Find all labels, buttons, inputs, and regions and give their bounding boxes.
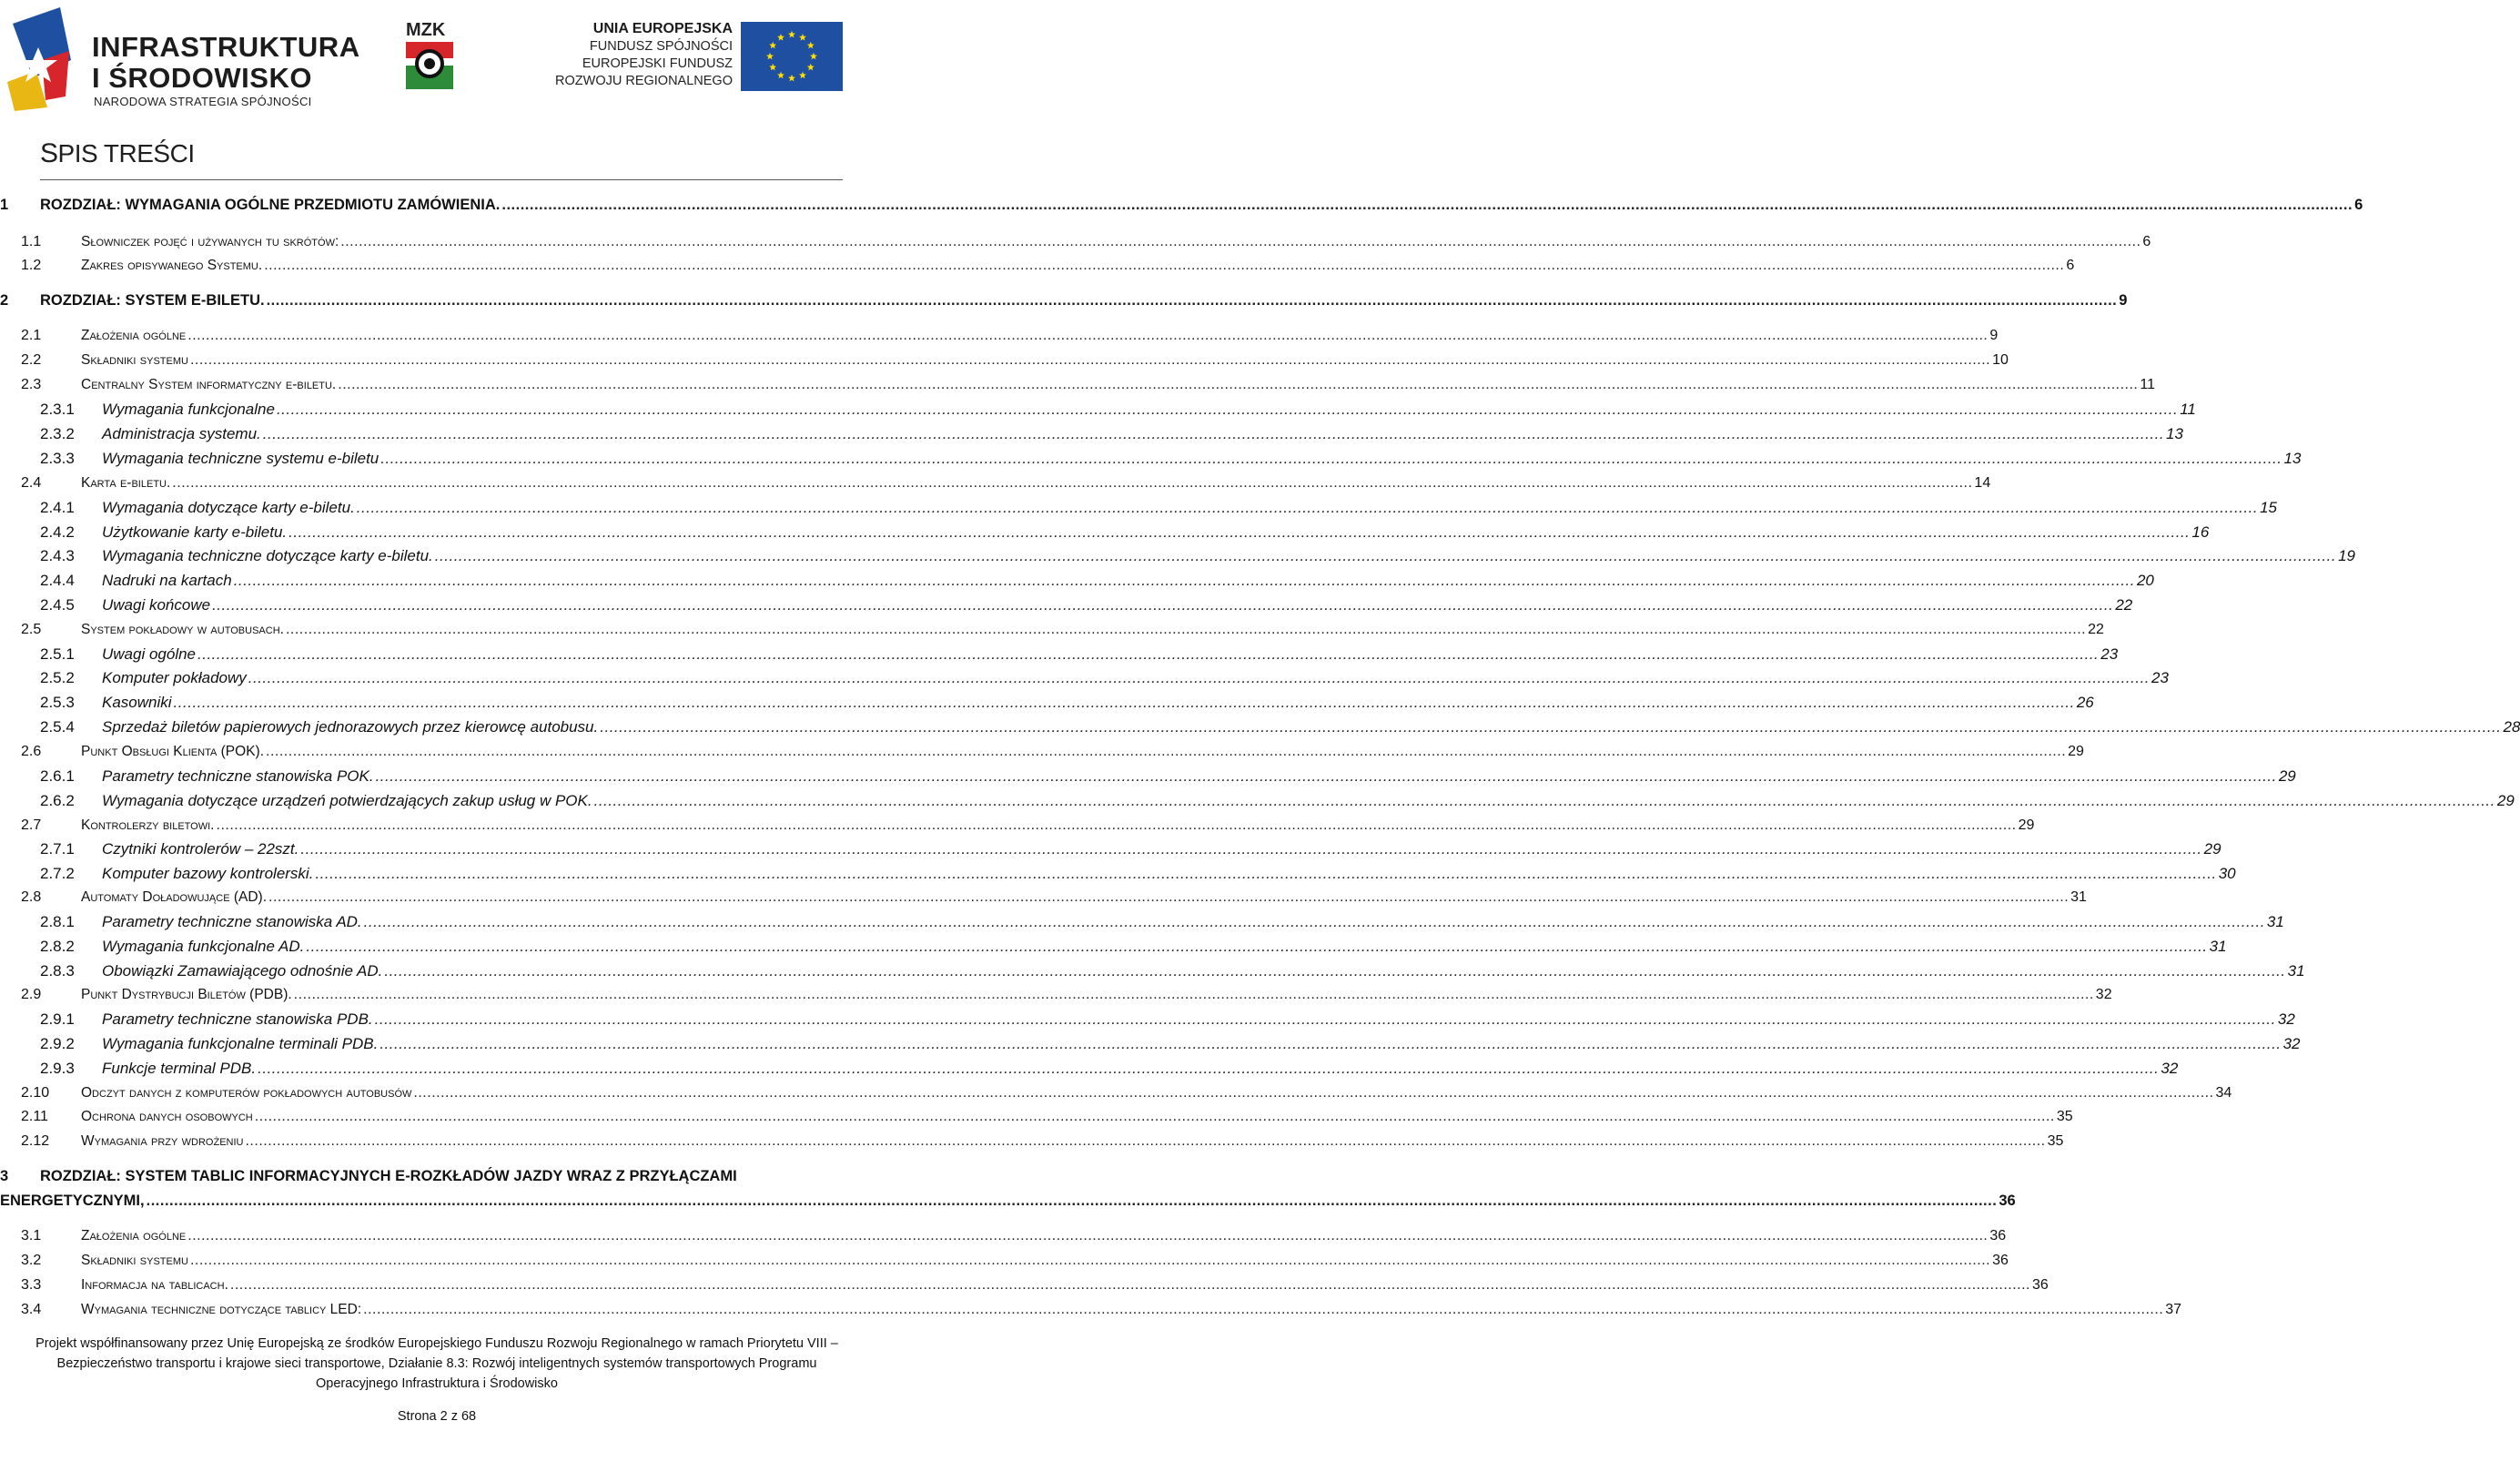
toc-entry[interactable] <box>21 620 2104 640</box>
toc-entry-title: Wymagania przy wdrożeniu <box>81 1133 244 1149</box>
toc-entry-number: 2.8.3 <box>40 962 75 980</box>
logo-line-3: NARODOWA STRATEGIA SPÓJNOŚCI <box>94 95 312 108</box>
toc-entry-page: 35 <box>2056 1109 2073 1124</box>
toc-entry[interactable] <box>21 473 1991 493</box>
toc-entry[interactable] <box>40 912 2284 932</box>
toc-entry-title: Nadruki na kartach <box>102 572 232 589</box>
toc-entry-title: Składniki systemu <box>81 1253 188 1268</box>
toc-entry-page: 32 <box>2277 1010 2295 1028</box>
mzk-logo <box>404 18 455 93</box>
toc-leader-dots: ................................................................................................................................................................................................................................................................................................................................................................................................................ <box>187 1228 1989 1243</box>
toc-leader-dots: ................................................................................................................................................................................................................................................................................................................................................................................................................ <box>233 572 2135 589</box>
toc-entry-number: 3.3 <box>21 1277 42 1293</box>
toc-entry-page: 16 <box>2191 523 2210 541</box>
toc-entry-number: 2.8 <box>21 889 42 905</box>
toc-entry-title: Uwagi końcowe <box>102 596 211 614</box>
toc-entry-number: 2.6.1 <box>40 767 75 785</box>
toc-entry-page: 34 <box>2215 1085 2232 1101</box>
toc-entry-title: Wymagania techniczne dotyczące karty e-biletu. <box>102 547 433 564</box>
toc-entry[interactable] <box>40 1010 2295 1030</box>
toc-entry-number: 2.4.5 <box>40 596 75 614</box>
toc-entry-title: Założenia ogólne <box>81 1228 187 1243</box>
toc-leader-dots: ................................................................................................................................................................................................................................................................................................................................................................................................................ <box>340 234 2141 249</box>
toc-entry-page: 9 <box>1989 328 1999 343</box>
toc-leader-dots: ................................................................................................................................................................................................................................................................................................................................................................................................................ <box>501 197 2353 213</box>
toc-leader-dots: ................................................................................................................................................................................................................................................................................................................................................................................................................ <box>245 1133 2046 1149</box>
toc-entry-number: 2.9.3 <box>40 1060 75 1077</box>
toc-entry-title: Centralny System informatyczny e-biletu. <box>81 377 337 392</box>
toc-leader-dots: ................................................................................................................................................................................................................................................................................................................................................................................................................ <box>300 840 2202 858</box>
toc-entry-page: 29 <box>2203 840 2221 858</box>
toc-leader-dots: ................................................................................................................................................................................................................................................................................................................................................................................................................ <box>293 987 2094 1002</box>
toc-leader-dots: ................................................................................................................................................................................................................................................................................................................................................................................................................ <box>315 865 2217 882</box>
toc-entry-number: 2.5.4 <box>40 718 75 736</box>
toc-entry-number: 2.9.1 <box>40 1010 75 1028</box>
toc-entry-number: 2.7.2 <box>40 865 75 882</box>
toc-leader-dots: ................................................................................................................................................................................................................................................................................................................................................................................................................ <box>262 425 2165 442</box>
toc-entry-title: Punkt Obsługi Klienta (POK). <box>81 744 265 759</box>
toc-entry-number: 2.4.4 <box>40 572 75 589</box>
toc-entry[interactable] <box>40 571 2154 591</box>
toc-entry-title: Wymagania funkcjonalne <box>102 401 275 418</box>
toc-leader-dots: ................................................................................................................................................................................................................................................................................................................................................................................................................ <box>285 622 2087 637</box>
toc-leader-dots: ................................................................................................................................................................................................................................................................................................................................................................................................................ <box>212 596 2114 614</box>
toc-entry-number: 2.5 <box>21 622 42 637</box>
toc-entry[interactable] <box>0 290 2128 310</box>
page-header <box>0 0 874 118</box>
toc-entry[interactable] <box>40 595 2133 615</box>
toc-entry-number: 2 <box>0 292 9 309</box>
toc-entry[interactable] <box>40 766 2296 787</box>
toc-entry-title: Parametry techniczne stanowiska AD. <box>102 913 362 930</box>
toc-entry-title: Parametry techniczne stanowiska PDB. <box>102 1010 373 1028</box>
toc-entry[interactable] <box>21 1107 2073 1127</box>
toc-entry-page: 36 <box>1989 1228 2007 1243</box>
toc-entry[interactable] <box>21 375 2155 395</box>
toc-entry-page: 20 <box>2136 572 2154 589</box>
toc-entry-title: Wymagania funkcjonalne AD. <box>102 938 305 955</box>
toc-entry-page: 26 <box>2076 694 2094 711</box>
toc-entry[interactable] <box>21 1132 2064 1152</box>
toc-entry-title: Założenia ogólne <box>81 328 187 343</box>
page-number: Strona 2 z 68 <box>397 1409 477 1424</box>
footer-line-1: Projekt współfinansowany przez Unię Europejską ze środków Europejskiego Funduszu Rozwoju Regionalnego w ramach Priorytetu VIII – <box>35 1336 838 1351</box>
toc-entry-number: 2.11 <box>21 1109 48 1124</box>
toc-entry-page: 29 <box>2018 817 2035 833</box>
toc-entry-number: 3.4 <box>21 1302 42 1317</box>
toc-entry-title: Komputer bazowy kontrolerski. <box>102 865 314 882</box>
toc-entry-title: Karta e-biletu. <box>81 475 171 491</box>
toc-entry-page: 6 <box>2142 234 2151 249</box>
toc-entry[interactable] <box>40 839 2221 859</box>
logo-line-2: I ŚRODOWISKO <box>92 62 312 94</box>
footer-line-3: Operacyjnego Infrastruktura i Środowisko <box>316 1376 558 1391</box>
toc-entry[interactable] <box>21 1251 2009 1271</box>
toc-entry[interactable] <box>21 742 2084 762</box>
toc-entry-page: 11 <box>2180 401 2196 418</box>
toc-leader-dots: ................................................................................................................................................................................................................................................................................................................................................................................................................ <box>434 547 2337 564</box>
toc-entry-page: 31 <box>2070 889 2087 905</box>
toc-entry-number: 2.4 <box>21 475 42 491</box>
toc-entry-number: 2.3.2 <box>40 425 75 442</box>
toc-entry-title: ROZDZIAŁ: SYSTEM TABLIC INFORMACYJNYCH E-ROZKŁADÓW JAZDY WRAZ Z PRZYŁĄCZAMI <box>40 1168 737 1184</box>
toc-entry[interactable] <box>40 791 2515 811</box>
toc-entry[interactable] <box>40 546 2355 566</box>
toc-entry-page: 22 <box>2115 596 2133 614</box>
toc-entry[interactable] <box>21 1300 2182 1320</box>
mzk-logo-text: MZK <box>406 20 446 40</box>
toc-entry-number: 2.3.1 <box>40 401 75 418</box>
toc-leader-dots: ................................................................................................................................................................................................................................................................................................................................................................................................................ <box>173 694 2075 711</box>
toc-entry-title: Sprzedaż biletów papierowych jednorazowych przez kierowcę autobusu. <box>102 718 599 736</box>
toc-entry-page: 31 <box>2266 913 2284 930</box>
toc-leader-dots: ................................................................................................................................................................................................................................................................................................................................................................................................................ <box>146 1193 1998 1209</box>
toc-entry-page: 30 <box>2218 865 2236 882</box>
toc-entry[interactable] <box>40 400 2196 420</box>
toc-entry-number: 2.9.2 <box>40 1035 75 1052</box>
toc-entry-number: 2.5.3 <box>40 694 75 711</box>
toc-entry-number: 3.2 <box>21 1253 42 1268</box>
toc-entry-number: 2.5.1 <box>40 645 75 663</box>
toc-entry[interactable] <box>40 864 2236 884</box>
footer-line-2: Bezpieczeństwo transportu i krajowe sieci transportowe, Działanie 8.3: Rozwój inteligentnych systemów transportowych Programu <box>56 1356 817 1371</box>
toc-entry-page: 6 <box>2354 197 2363 213</box>
toc-entry-number: 2.4.3 <box>40 547 75 564</box>
toc-entry-page: 6 <box>2066 258 2075 273</box>
toc-entry[interactable] <box>40 937 2227 957</box>
toc-entry-page: 29 <box>2068 744 2084 759</box>
toc-leader-dots: ................................................................................................................................................................................................................................................................................................................................................................................................................ <box>380 1035 2282 1052</box>
toc-entry-title: Składniki systemu <box>81 352 188 368</box>
toc-entry-number: 1.1 <box>21 234 42 249</box>
toc-entry-number: 2.9 <box>21 987 42 1002</box>
toc-leader-dots: ................................................................................................................................................................................................................................................................................................................................................................................................................ <box>189 1253 1991 1268</box>
toc-leader-dots: ................................................................................................................................................................................................................................................................................................................................................................................................................ <box>187 328 1989 343</box>
toc-entry-title: Wymagania dotyczące urządzeń potwierdzających zakup usług w POK. <box>102 792 592 809</box>
toc-title <box>40 138 195 169</box>
toc-entry-page: 9 <box>2119 292 2128 309</box>
toc-entry[interactable] <box>40 693 2094 713</box>
toc-leader-dots: ................................................................................................................................................................................................................................................................................................................................................................................................................ <box>266 292 2118 309</box>
toc-entry-page: 31 <box>2209 938 2227 955</box>
toc-entry-page: 22 <box>2088 622 2104 637</box>
toc-entry-title: Wymagania dotyczące karty e-biletu. <box>102 499 355 516</box>
toc-title-initial: S <box>40 138 58 168</box>
eu-flag-icon <box>741 22 843 91</box>
toc-entry-page: 31 <box>2287 962 2305 980</box>
toc-entry-page: 15 <box>2260 499 2277 516</box>
toc-entry-page: 13 <box>2283 450 2302 467</box>
toc-entry[interactable] <box>40 523 2210 543</box>
toc-entry-title: Czytniki kontrolerów – 22szt. <box>102 840 299 858</box>
toc-entry-number: 2.5.2 <box>40 669 75 686</box>
toc-leader-dots: ................................................................................................................................................................................................................................................................................................................................................................................................................ <box>268 889 2070 905</box>
toc-entry[interactable] <box>40 717 2520 737</box>
toc-entry-number: 2.3.3 <box>40 450 75 467</box>
toc-entry[interactable] <box>21 816 2035 836</box>
toc-title-rest: PIS TREŚCI <box>57 139 195 167</box>
toc-entry-page: 35 <box>2047 1133 2064 1149</box>
toc-entry[interactable] <box>21 326 1999 346</box>
logo-line-1: INFRASTRUKTURA <box>92 31 360 63</box>
toc-entry-title: Uwagi ogólne <box>102 645 197 663</box>
toc-leader-dots: ................................................................................................................................................................................................................................................................................................................................................................................................................ <box>600 718 2502 736</box>
toc-entry-page: 36 <box>1999 1193 2016 1209</box>
toc-entry[interactable] <box>21 888 2087 908</box>
eu-funding-text <box>555 20 733 90</box>
toc-entry[interactable] <box>40 498 2277 518</box>
toc-entry-page: 37 <box>2165 1302 2182 1317</box>
toc-entry-title: Punkt Dystrybucji Biletów (PDB). <box>81 987 292 1002</box>
toc-entry-title: Parametry techniczne stanowiska POK. <box>102 767 374 785</box>
toc-entry-number: 2.8.1 <box>40 913 75 930</box>
toc-entry[interactable] <box>21 350 2009 370</box>
toc-entry-title: Administracja systemu. <box>102 425 261 442</box>
toc-entry[interactable] <box>40 961 2305 981</box>
toc-entry-number: 2.7.1 <box>40 840 75 858</box>
toc-leader-dots: ................................................................................................................................................................................................................................................................................................................................................................................................................ <box>189 352 1991 368</box>
toc-leader-dots: ................................................................................................................................................................................................................................................................................................................................................................................................................ <box>375 767 2277 785</box>
toc-entry-title: Słowniczek pojęć i używanych tu skrótów: <box>81 234 339 249</box>
toc-leader-dots: ................................................................................................................................................................................................................................................................................................................................................................................................................ <box>172 475 1973 491</box>
toc-entry-number: 2.3 <box>21 377 42 392</box>
toc-leader-dots: ................................................................................................................................................................................................................................................................................................................................................................................................................ <box>288 523 2191 541</box>
toc-leader-dots: ................................................................................................................................................................................................................................................................................................................................................................................................................ <box>264 258 2065 273</box>
toc-entry[interactable] <box>21 232 2151 252</box>
toc-entry-page: 29 <box>2496 792 2515 809</box>
toc-entry-title: Komputer pokładowy <box>102 669 247 686</box>
toc-entry[interactable] <box>0 195 2363 215</box>
title-divider <box>40 179 843 180</box>
toc-entry-title: Odczyt danych z komputerów pokładowych autobusów <box>81 1085 412 1101</box>
toc-entry[interactable] <box>21 1226 2007 1246</box>
toc-entry-number: 2.1 <box>21 328 42 343</box>
toc-entry-title: Zakres opisywanego Systemu. <box>81 258 263 273</box>
toc-entry-title: System pokładowy w autobusach. <box>81 622 284 637</box>
toc-entry-title: Kasowniki <box>102 694 172 711</box>
toc-leader-dots: ................................................................................................................................................................................................................................................................................................................................................................................................................ <box>254 1109 2055 1124</box>
toc-entry[interactable] <box>40 645 2119 665</box>
toc-leader-dots: ................................................................................................................................................................................................................................................................................................................................................................................................................ <box>338 377 2139 392</box>
eu-line-2: FUNDUSZ SPÓJNOŚCI <box>589 39 733 54</box>
toc-entry-title: Informacja na tablicach. <box>81 1277 228 1293</box>
toc-entry-number: 2.10 <box>21 1085 50 1101</box>
toc-entry-number: 3 <box>0 1168 9 1184</box>
toc-entry-chapter3-line1[interactable] <box>0 1166 837 1186</box>
toc-entry-page: 32 <box>2282 1035 2301 1052</box>
toc-leader-dots: ................................................................................................................................................................................................................................................................................................................................................................................................................ <box>276 401 2179 418</box>
toc-leader-dots: ................................................................................................................................................................................................................................................................................................................................................................................................................ <box>248 669 2151 686</box>
toc-leader-dots: ................................................................................................................................................................................................................................................................................................................................................................................................................ <box>384 962 2286 980</box>
toc-entry-page: 36 <box>1992 1253 2009 1268</box>
toc-entry-page: 29 <box>2278 767 2296 785</box>
toc-entry-page: 10 <box>1992 352 2009 368</box>
toc-entry-page: 11 <box>2140 377 2155 392</box>
toc-entry-number: 2.7 <box>21 817 42 833</box>
toc-entry[interactable] <box>21 1275 2049 1295</box>
toc-entry-page: 14 <box>1974 475 1991 491</box>
toc-leader-dots: ................................................................................................................................................................................................................................................................................................................................................................................................................ <box>374 1010 2276 1028</box>
toc-entry-number: 1.2 <box>21 258 42 273</box>
toc-leader-dots: ................................................................................................................................................................................................................................................................................................................................................................................................................ <box>363 1302 2164 1317</box>
page-footer <box>0 1334 874 1394</box>
toc-entry-number: 2.4.2 <box>40 523 75 541</box>
infrastruktura-logo <box>5 5 360 115</box>
toc-entry-title: ROZDZIAŁ: WYMAGANIA OGÓLNE PRZEDMIOTU ZAMÓWIENIA. <box>40 197 501 213</box>
toc-leader-dots: ................................................................................................................................................................................................................................................................................................................................................................................................................ <box>363 913 2265 930</box>
toc-entry-number: 2.8.2 <box>40 938 75 955</box>
toc-entry-number: 2.12 <box>21 1133 50 1149</box>
toc-entry-title: Wymagania funkcjonalne terminali PDB. <box>102 1035 379 1052</box>
toc-entry-page: 13 <box>2166 425 2183 442</box>
eu-line-3: EUROPEJSKI FUNDUSZ <box>582 56 733 71</box>
toc-entry-number: 2.4.1 <box>40 499 75 516</box>
toc-entry[interactable] <box>40 449 2302 469</box>
toc-entry-title: Automaty Doładowujące (AD). <box>81 889 268 905</box>
toc-leader-dots: ................................................................................................................................................................................................................................................................................................................................................................................................................ <box>356 499 2259 516</box>
toc-entry-title: Użytkowanie karty e-biletu. <box>102 523 288 541</box>
toc-entry[interactable] <box>40 668 2169 688</box>
mzk-emblem-icon <box>404 18 455 93</box>
toc-entry[interactable] <box>21 985 2112 1005</box>
toc-entry-page: 19 <box>2338 547 2355 564</box>
toc-entry-number: 2.6 <box>21 744 42 759</box>
toc-entry-page: 32 <box>2161 1060 2179 1077</box>
toc-entry[interactable] <box>40 1034 2301 1054</box>
toc-entry-title: Kontrolerzy biletowi. <box>81 817 215 833</box>
toc-leader-dots: ................................................................................................................................................................................................................................................................................................................................................................................................................ <box>593 792 2495 809</box>
toc-entry-title: Funkcje terminal PDB. <box>102 1060 257 1077</box>
toc-entry-number: 2.6.2 <box>40 792 75 809</box>
toc-entry-chapter3-line2[interactable] <box>0 1191 2016 1211</box>
toc-leader-dots: ................................................................................................................................................................................................................................................................................................................................................................................................................ <box>258 1060 2160 1077</box>
toc-entry[interactable] <box>40 424 2183 444</box>
toc-leader-dots: ................................................................................................................................................................................................................................................................................................................................................................................................................ <box>266 744 2067 759</box>
toc-entry-title: Ochrona danych osobowych <box>81 1109 253 1124</box>
toc-leader-dots: ................................................................................................................................................................................................................................................................................................................................................................................................................ <box>229 1277 2030 1293</box>
eu-line-1: UNIA EUROPEJSKA <box>592 21 733 36</box>
toc-entry-page: 23 <box>2100 645 2119 663</box>
toc-entry-page: 23 <box>2151 669 2169 686</box>
star-logo-icon <box>5 5 87 113</box>
toc-leader-dots: ................................................................................................................................................................................................................................................................................................................................................................................................................ <box>197 645 2100 663</box>
toc-entry-title-cont: ENERGETYCZNYMI, <box>0 1193 145 1209</box>
toc-entry[interactable] <box>21 1083 2232 1103</box>
toc-entry-number: 2.2 <box>21 352 42 368</box>
toc-leader-dots: ................................................................................................................................................................................................................................................................................................................................................................................................................ <box>380 450 2282 467</box>
toc-entry-title: ROZDZIAŁ: SYSTEM E-BILETU. <box>40 292 265 309</box>
toc-entry-title: Wymagania techniczne systemu e-biletu <box>102 450 380 467</box>
toc-entry-title: Obowiązki Zamawiającego odnośnie AD. <box>102 962 383 980</box>
toc-entry-number: 3.1 <box>21 1228 42 1243</box>
toc-entry-page: 36 <box>2032 1277 2049 1293</box>
toc-entry-number: 1 <box>0 197 9 213</box>
toc-entry-page: 32 <box>2095 987 2112 1002</box>
toc-entry[interactable] <box>21 256 2075 276</box>
toc-entry-title: Wymagania techniczne dotyczące tablicy LED: <box>81 1302 362 1317</box>
toc-leader-dots: ................................................................................................................................................................................................................................................................................................................................................................................................................ <box>413 1085 2214 1101</box>
toc-leader-dots: ................................................................................................................................................................................................................................................................................................................................................................................................................ <box>306 938 2208 955</box>
toc-entry[interactable] <box>40 1059 2179 1079</box>
eu-line-4: ROZWOJU REGIONALNEGO <box>555 74 733 88</box>
toc-entry-page: 28 <box>2503 718 2520 736</box>
toc-leader-dots: ................................................................................................................................................................................................................................................................................................................................................................................................................ <box>216 817 2017 833</box>
